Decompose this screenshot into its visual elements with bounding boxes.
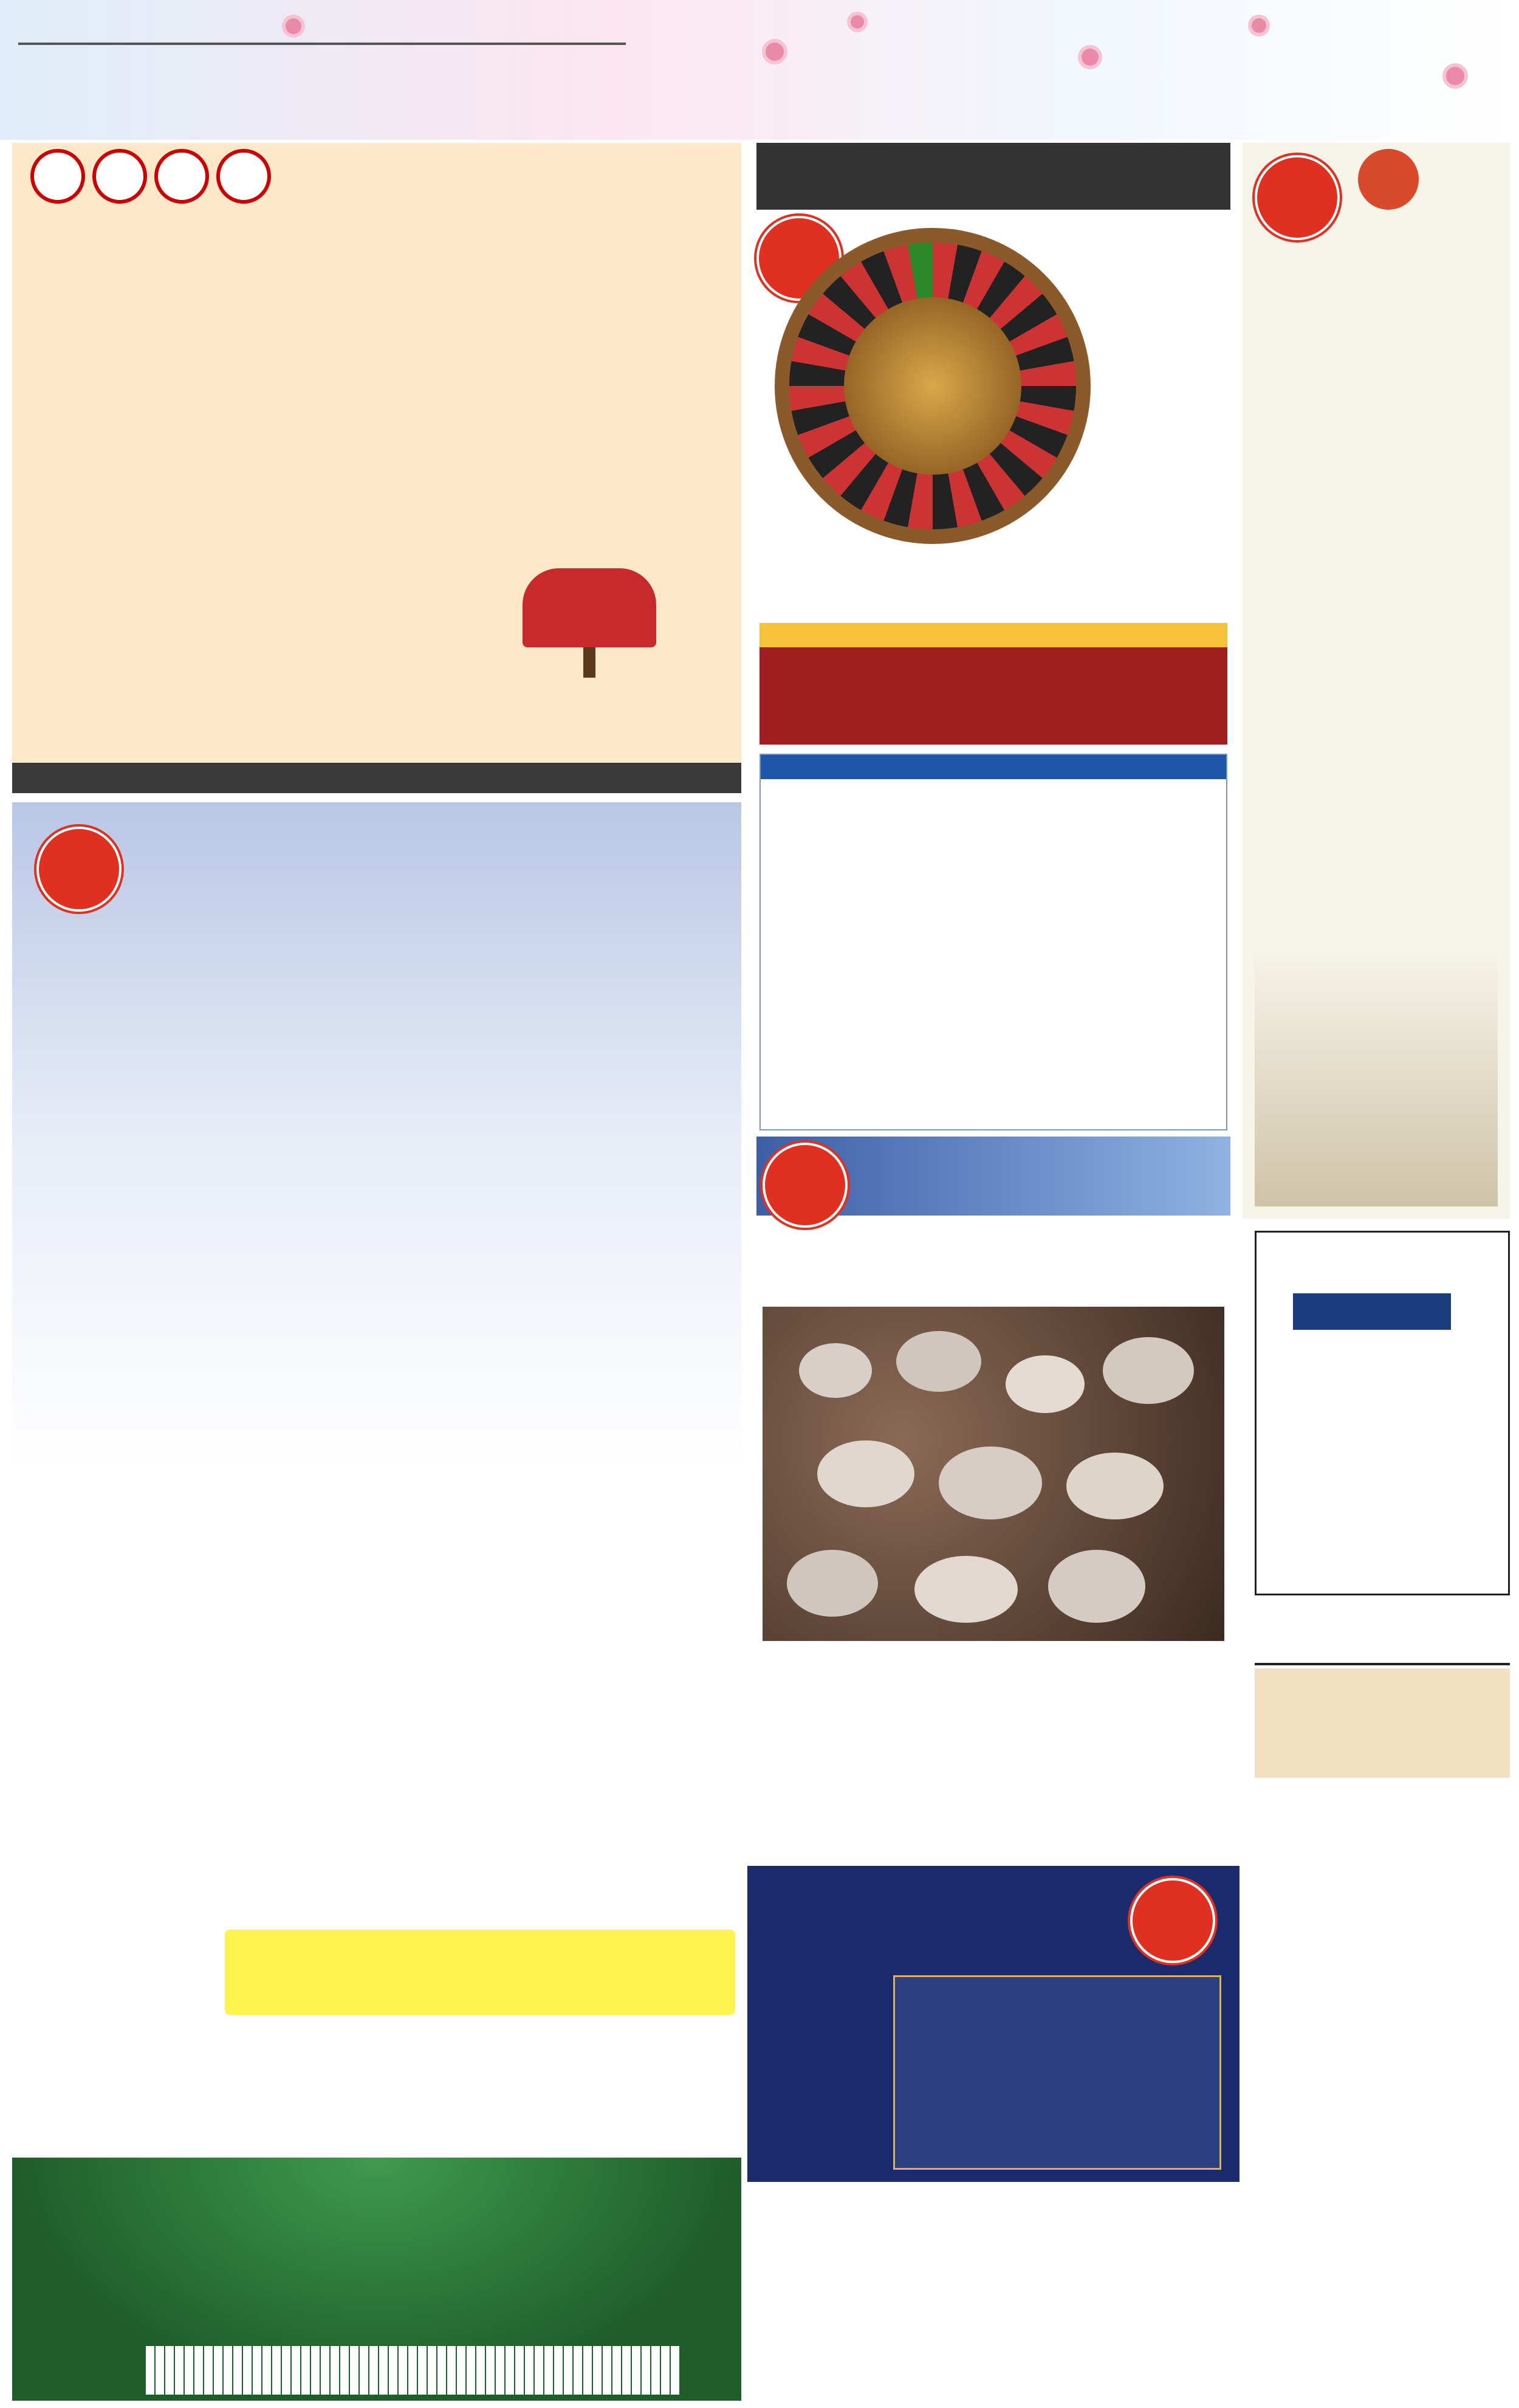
stats-title — [761, 755, 1226, 779]
blossom-decoration — [1446, 67, 1464, 85]
lottery-left-column — [109, 1088, 395, 1635]
blossom-decoration — [1082, 49, 1099, 66]
blossom-decoration — [286, 18, 301, 34]
stone-badge — [763, 1143, 848, 1228]
reader-letters-col1 — [30, 213, 374, 754]
colorwave-section — [760, 623, 1227, 745]
colorwave-title — [760, 623, 1227, 647]
poem-subtitle — [1293, 1293, 1451, 1330]
zhuizong-title-big — [1358, 149, 1419, 210]
blossom-decoration — [851, 15, 864, 29]
proverb-header-bg — [1255, 1668, 1510, 1778]
page-header — [0, 0, 1519, 140]
poem-section — [1255, 1231, 1510, 1595]
proverb-section — [1255, 1605, 1510, 2401]
proverb-body — [1261, 1787, 1504, 2395]
fan-chart-area — [12, 2158, 741, 2401]
reader-title-char — [92, 149, 147, 204]
fan-grid — [146, 2346, 681, 2395]
fan-labels — [24, 2243, 729, 2291]
proverb-title — [1255, 1605, 1510, 1665]
lottery-tips-section — [12, 802, 741, 1914]
stone-section — [756, 1137, 1230, 1866]
stats-section — [760, 754, 1227, 1130]
blossom-decoration — [1252, 18, 1266, 33]
colorwave-side-label — [762, 650, 786, 741]
blossom-decoration — [766, 43, 784, 61]
reader-letters-section — [12, 143, 741, 793]
lottery-right-column — [407, 1088, 723, 1714]
poem-lines — [1281, 1342, 1475, 1543]
renzhen-badge — [1130, 1878, 1215, 1963]
reader-footer — [12, 763, 741, 793]
zhuizong-body — [1255, 240, 1498, 945]
roulette-wheel — [775, 228, 1091, 544]
header-rule — [18, 43, 626, 45]
reader-title-char — [154, 149, 209, 204]
tema-section — [12, 1921, 741, 2401]
horse-illustration — [1255, 951, 1498, 1206]
zhuizong-badge — [1255, 155, 1340, 240]
wheel-section — [750, 143, 1236, 623]
mailbox-illustration — [498, 544, 681, 678]
reader-title-char — [30, 149, 85, 204]
wheel-title — [756, 143, 1230, 210]
stone-photo — [763, 1307, 1224, 1641]
renzhen-section — [747, 1866, 1240, 2401]
renzhen-number-grid — [907, 2007, 1211, 2153]
zhuizong-section — [1243, 143, 1510, 1219]
reader-title-char — [216, 149, 271, 204]
reader-title — [30, 149, 271, 204]
tema-headline-box — [225, 1930, 735, 2015]
renzhen-grid-box — [893, 1975, 1221, 2170]
last-hit-badge — [36, 827, 122, 912]
